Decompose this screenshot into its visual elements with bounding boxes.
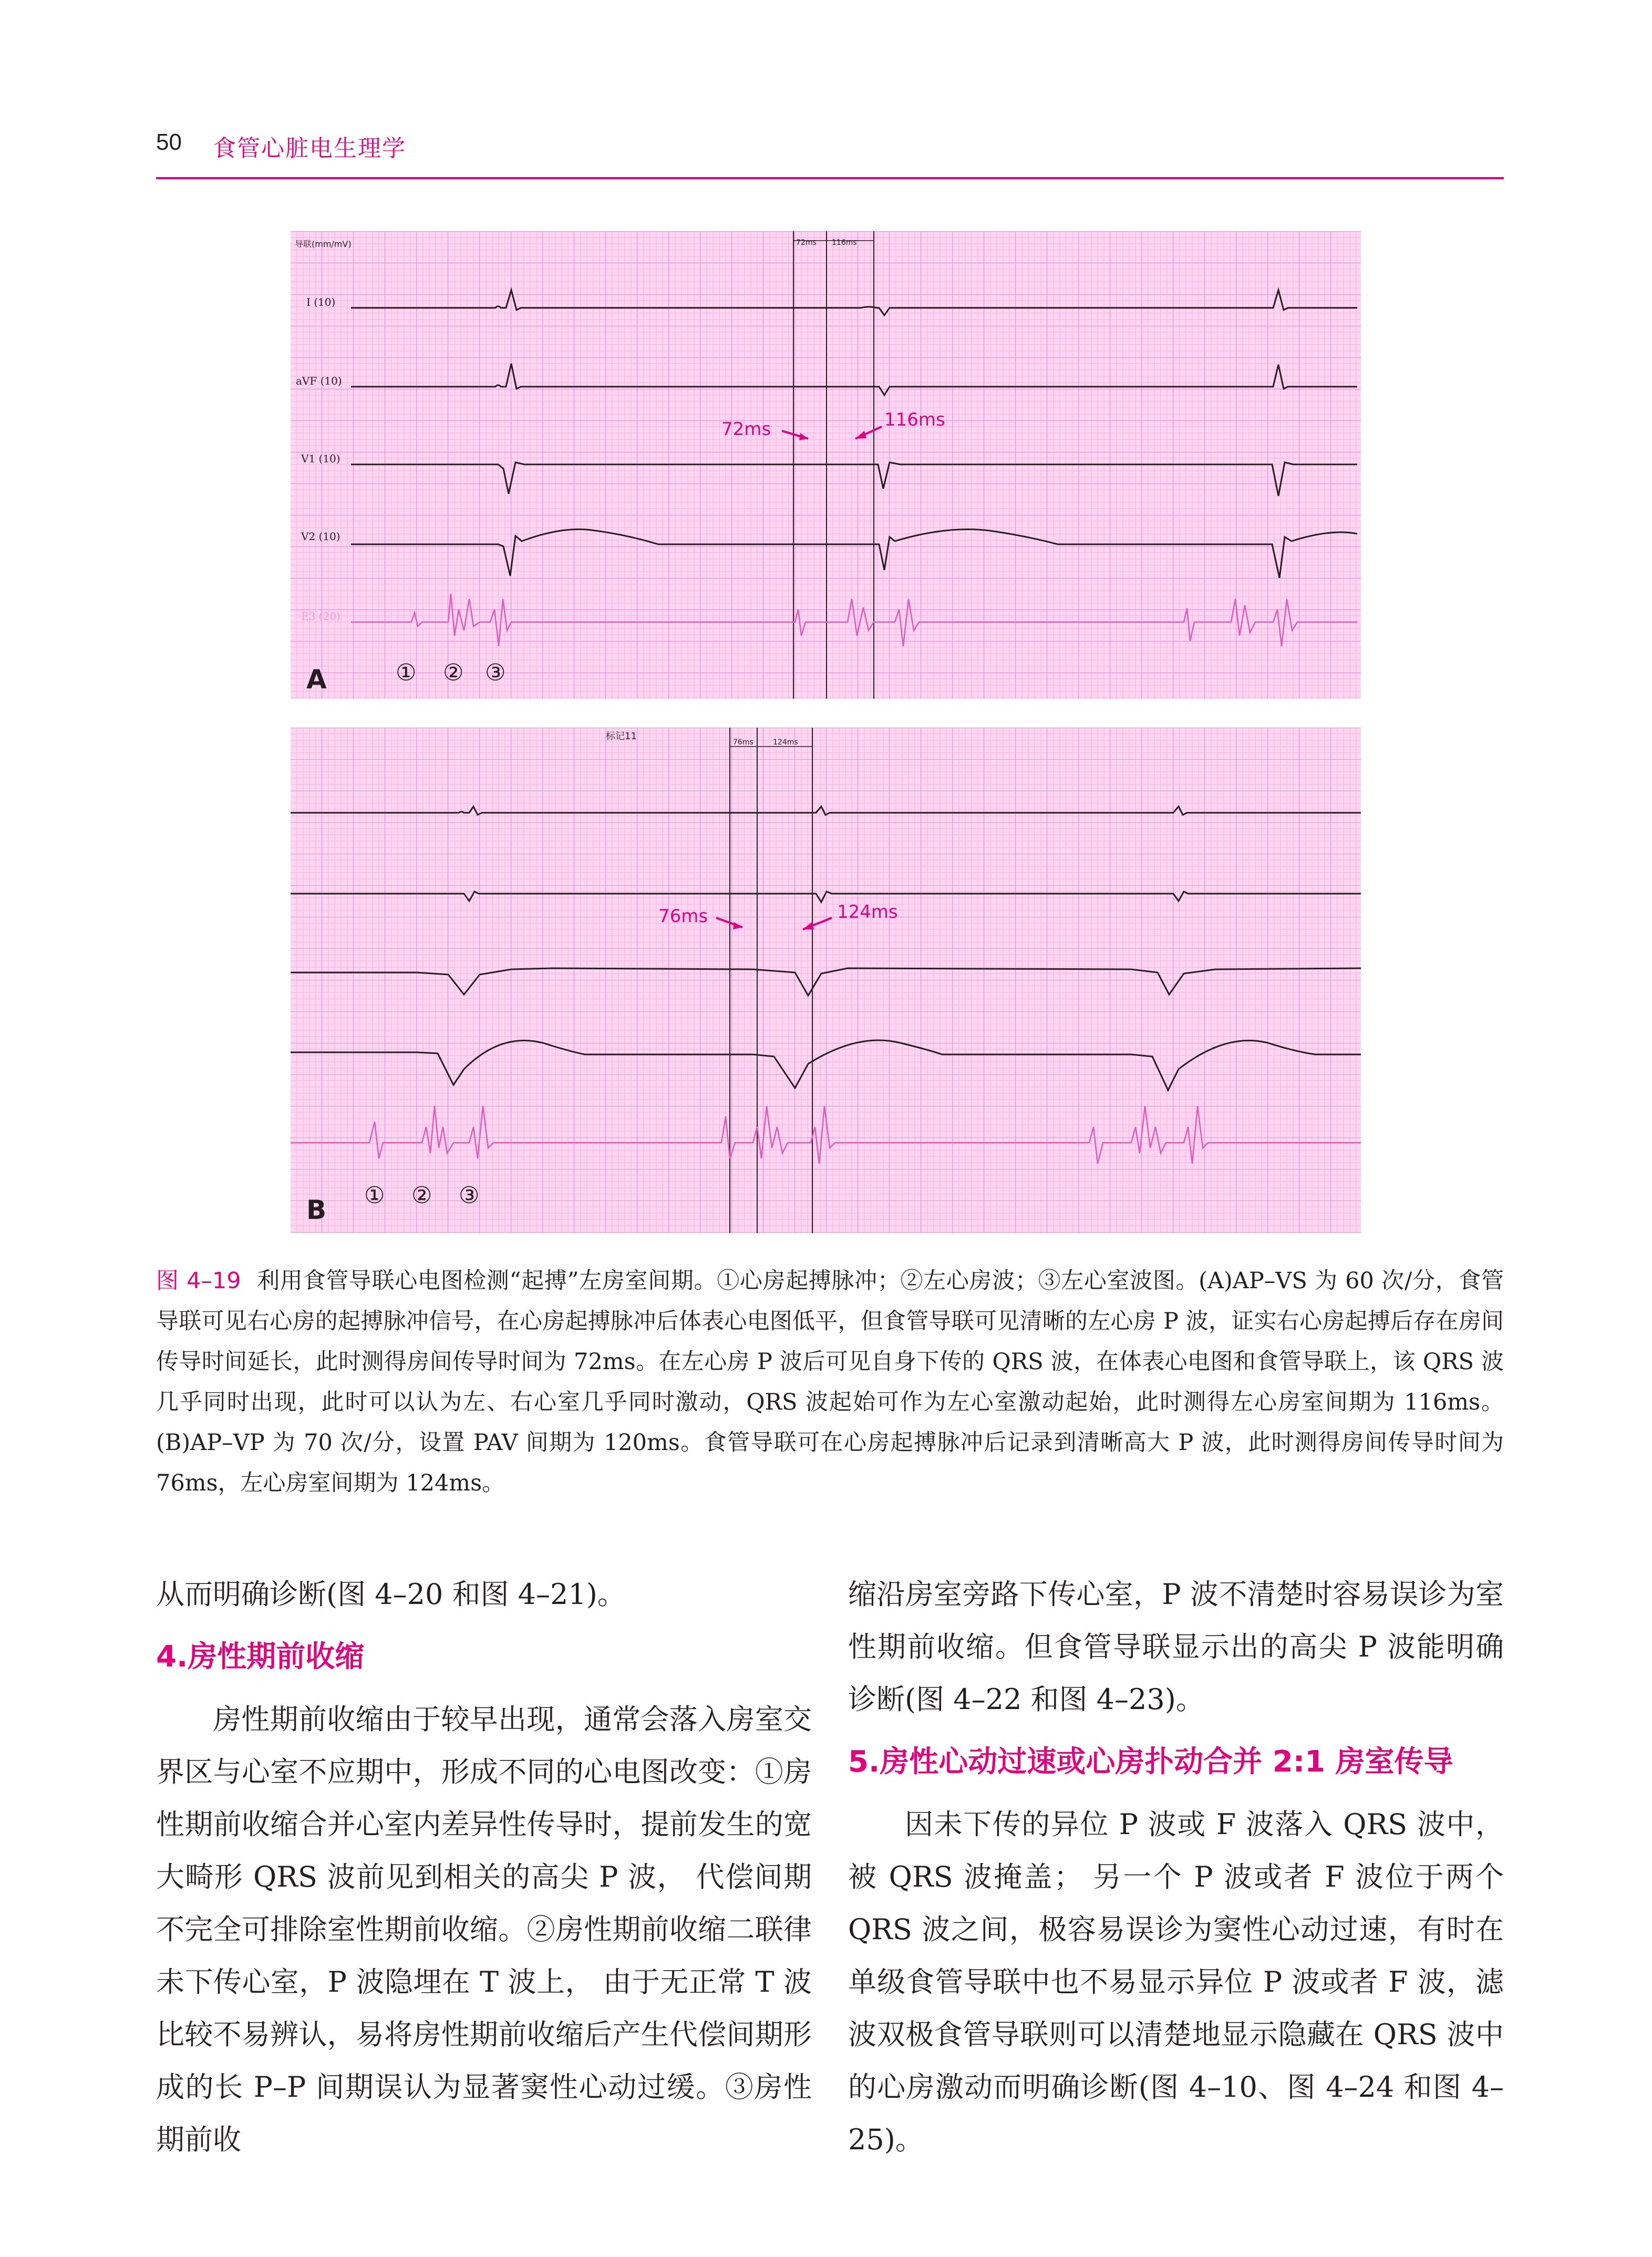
panel-label-b: B	[306, 1195, 327, 1225]
marker-label-b-1: 76ms	[733, 738, 753, 747]
book-title: 食管心脏电生理学	[213, 135, 406, 162]
section-heading: 4.房性期前收缩	[156, 1640, 365, 1674]
circled-number-a-1: ①	[396, 659, 417, 686]
ecg-panel-a	[291, 231, 1361, 699]
lead-label-v1: V1 (10)	[301, 452, 340, 465]
circled-number-b-1: ①	[364, 1182, 385, 1209]
circled-number-a-2: ②	[443, 659, 464, 686]
caption-text: 利用食管导联心电图检测“起搏”左房室间期。①心房起搏脉冲；②左心房波；③左心室波图。(A)AP–VS 为 60 次/分，食管导联可见右心房的起搏脉冲信号，在心房起搏脉冲后体表心电图低平，但食管导联可见清晰的左心房 P 波，证实右心房起搏后存在房间传导时间延长，此时测得房间传导时间为 72ms。在左心房 P 波后可见自身下传的 QRS 波，在体表心电图和食管导联上，该 QRS 波几乎同时出现，此时可以认为左、右心室几乎同时激动，QRS 波起始可作为左心室激动起始，此时测得左心房室间期为 116ms。(B)AP–VP 为 70 次/分，设置 PAV 间期为 120ms。食管导联可在心房起搏脉冲后记录到清晰高大 P 波，此时测得房间传导时间为 76ms，左心房室间期为 124ms。	[156, 1268, 1504, 1496]
interval-label-b-2: 124ms	[837, 902, 898, 923]
lead-label-e3: E3 (20)	[301, 610, 340, 623]
circled-number-b-3: ③	[459, 1182, 480, 1209]
marker-label-1: 72ms	[796, 239, 817, 247]
left-column	[156, 1568, 812, 2166]
circled-number-a-3: ③	[485, 659, 506, 686]
paragraph: 从而明确诊断(图 4–20 和图 4–21)。	[156, 1578, 626, 1611]
page-number: 50	[156, 129, 182, 155]
lead-label-v2: V2 (10)	[301, 530, 340, 543]
figure-number: 图 4–19	[156, 1268, 241, 1294]
ecg-panel-b	[291, 728, 1361, 1233]
panel-label-a: A	[306, 664, 327, 695]
paragraph: 房性期前收缩由于较早出现，通常会落入房室交界区与心室不应期中，形成不同的心电图改变：①房性期前收缩合并心室内差异性传导时，提前发生的宽大畸形 QRS 波前见到相关的高尖 P 波， 代偿间期不完全可排除室性期前收缩。②房性期前收缩二联律未下传心室，P 波隐埋在 T 波上， 由于无正常 T 波比较不易辨认，易将房性期前收缩后产生代偿间期形成的长 P–P 间期误认为显著窦性心动过缓。③房性期前收	[156, 1703, 812, 2156]
lead-label-i: I (10)	[306, 296, 336, 308]
section-heading: 5.房性心动过速或心房扑动合并 2:1 房室传导	[848, 1745, 1453, 1779]
speed-label: 导联(mm/mV)	[295, 239, 352, 249]
ecg-panel-a-svg	[291, 231, 1361, 699]
marker-label-2: 116ms	[832, 239, 857, 247]
paragraph: 缩沿房室旁路下传心室，P 波不清楚时容易误诊为室性期前收缩。但食管导联显示出的高尖 P 波能明确诊断(图 4–22 和图 4–23)。	[848, 1578, 1504, 1716]
circled-number-b-2: ②	[411, 1182, 432, 1209]
marker-title-b: 标记11	[606, 731, 637, 742]
paragraph: 因未下传的异位 P 波或 F 波落入 QRS 波中，被 QRS 波掩盖； 另一个 P 波或者 F 波位于两个 QRS 波之间，极容易误诊为窦性心动过速，有时在单级食管导联中也不易显示异位 P 波或者 F 波，滤波双极食管导联则可以清楚地显示隐藏在 QRS 波中的心房激动而明确诊断(图 4–10、图 4–24 和图 4–25)。	[848, 1808, 1504, 2156]
interval-label-a-2: 116ms	[884, 409, 945, 430]
marker-label-b-2: 124ms	[773, 738, 798, 747]
interval-label-b-1: 76ms	[658, 906, 708, 927]
interval-label-a-1: 72ms	[721, 419, 771, 440]
right-column	[848, 1568, 1504, 2166]
lead-label-avf: aVF (10)	[296, 375, 342, 387]
header-rule	[156, 177, 1504, 179]
ecg-panel-b-svg	[291, 728, 1361, 1233]
figure-caption	[156, 1261, 1504, 1504]
